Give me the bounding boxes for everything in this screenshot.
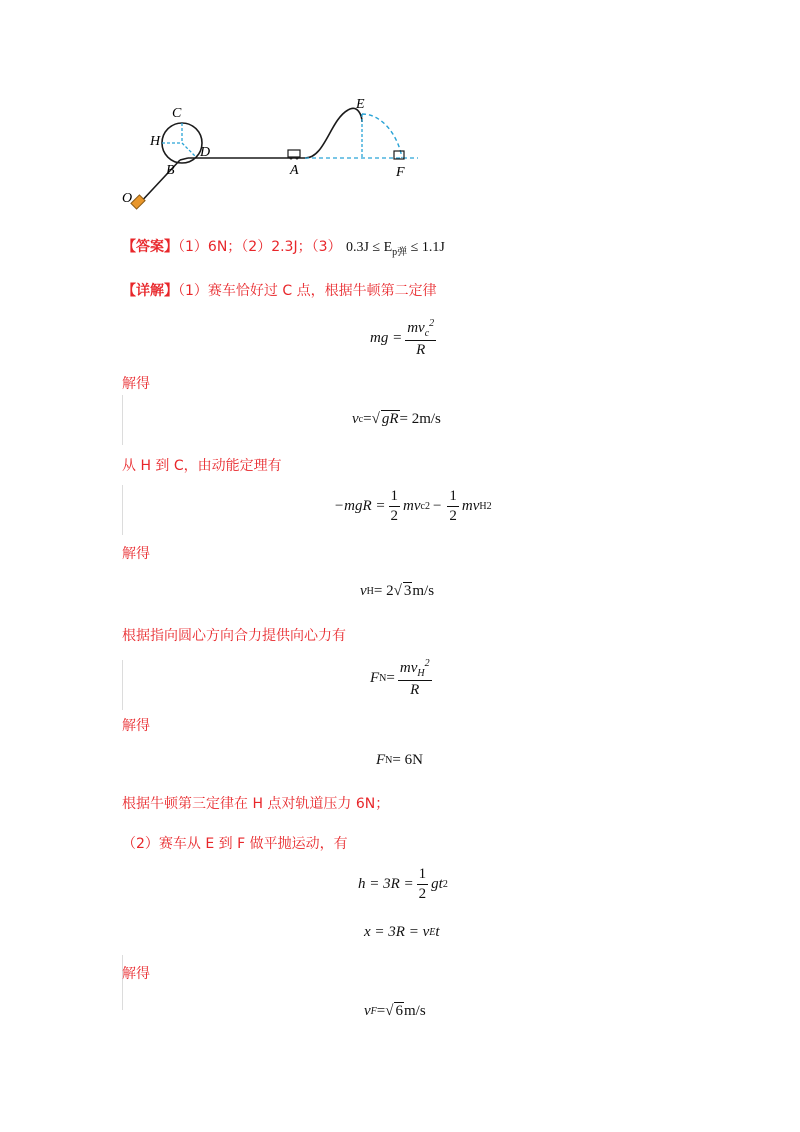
car-wheel — [290, 157, 293, 160]
detail-label: 【详解】 — [122, 283, 178, 299]
label-e: E — [356, 97, 365, 112]
equation-5: F N = $\frac{mv_H^2}{R}$ — [370, 658, 430, 698]
car-at-a — [288, 150, 300, 157]
detail-line-4: 解得 — [122, 546, 150, 562]
answer-parts: （1）6N；（2）2.3J；（3） — [178, 239, 342, 255]
label-f: F — [396, 165, 405, 180]
radius-diagonal — [182, 143, 196, 157]
equation-6: F N = 6N — [376, 752, 423, 768]
answer-range: $0.3J \le E_{p弹} \le 1.1J$ — [345, 240, 445, 258]
equation-1: mg = $\frac{mv_c^2}{R}$ — [370, 318, 435, 358]
answer-label: 【答案】 — [122, 239, 178, 255]
equation-8: x = 3R = v E t — [364, 924, 440, 940]
detail-line-7: 根据牛顿第三定律在 H 点对轨道压力 6N； — [122, 796, 390, 812]
equation-7: h = 3R = $\frac{1}{2}$ gt 2 — [358, 866, 448, 902]
equation-9: v F = √ 6 m/s — [364, 1002, 426, 1019]
detail-line-8: （2）赛车从 E 到 F 做平抛运动，有 — [122, 836, 348, 852]
detail-line-6: 解得 — [122, 718, 150, 734]
detail-line-9: 解得 — [122, 966, 150, 982]
track-diagram — [110, 90, 440, 220]
equation-3: −mgR = $\frac{1}{2}$ mv c 2 − $\frac{1}{2}$ mv H 2 — [334, 488, 492, 524]
hill-track — [305, 108, 362, 158]
detail-line-1: 【详解】（1）赛车恰好过 C 点，根据牛顿第二定律 — [122, 283, 437, 299]
detail-line-2: 解得 — [122, 376, 150, 392]
answer-line — [122, 236, 445, 258]
equation-4: v H = 2 √ 3 m/s — [360, 582, 435, 599]
equation-2: v c = √ gR = 2m/s — [352, 410, 441, 427]
car-wheel — [296, 157, 299, 160]
car-at-o — [131, 195, 145, 209]
label-o: O — [122, 191, 133, 206]
detail-line-5: 根据指向圆心方向合力提供向心力有 — [122, 628, 346, 644]
ramp-joint — [180, 158, 188, 160]
label-b: B — [166, 163, 175, 178]
label-c: C — [172, 106, 182, 121]
label-h: H — [150, 134, 161, 149]
label-d: D — [200, 145, 211, 160]
detail-line-3: 从 H 到 C，由动能定理有 — [122, 458, 282, 474]
label-a: A — [290, 163, 299, 178]
